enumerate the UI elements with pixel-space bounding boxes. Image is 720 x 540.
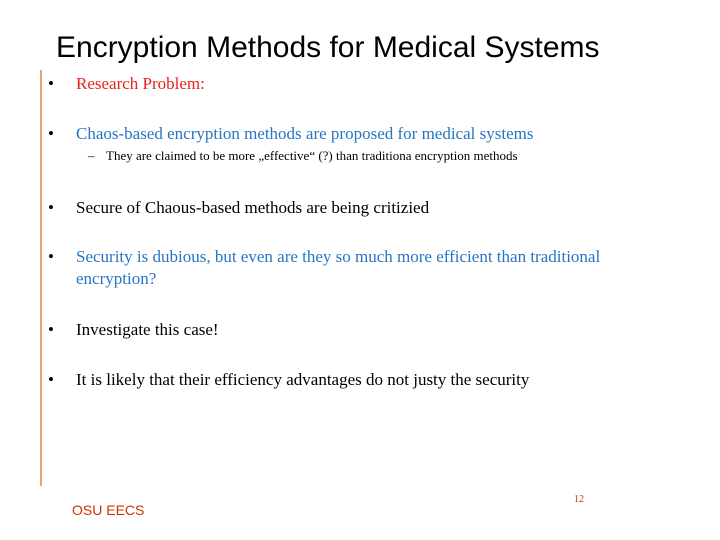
bullet-text: Secure of Chaous-based methods are being critizied — [76, 198, 430, 217]
bullet-text: Security is dubious, but even are they so much more efficient than traditional encryption? — [76, 247, 601, 288]
bullet-item — [48, 197, 688, 219]
bullet-item — [48, 73, 688, 95]
bullet-icon: • — [48, 74, 54, 93]
bullet-text: Chaos-based encryption methods are proposed for medical systems — [76, 124, 534, 143]
bullet-item — [48, 123, 688, 145]
bullet-item — [48, 246, 636, 290]
sub-bullet-text: They are claimed to be more „effective“ (?) than traditiona encryption methods — [106, 148, 518, 163]
page-number: 12 — [574, 494, 584, 505]
bullet-text: Research Problem: — [76, 74, 205, 93]
bullet-text: It is likely that their efficiency advantages do not justy the security — [76, 370, 530, 389]
bullet-icon: • — [48, 247, 54, 266]
bullet-icon: • — [48, 124, 54, 143]
sub-bullet-item — [48, 147, 688, 165]
footer-org: OSU EECS — [72, 502, 145, 518]
bullet-item — [48, 319, 688, 341]
bullet-icon: • — [48, 198, 54, 217]
dash-icon: – — [88, 148, 95, 163]
bullet-item — [48, 369, 688, 391]
bullet-icon: • — [48, 320, 54, 339]
bullet-icon: • — [48, 370, 54, 389]
bullet-list — [48, 72, 688, 391]
slide-title: Encryption Methods for Medical Systems — [56, 31, 600, 64]
bullet-text: Investigate this case! — [76, 320, 219, 339]
accent-divider — [40, 70, 42, 486]
